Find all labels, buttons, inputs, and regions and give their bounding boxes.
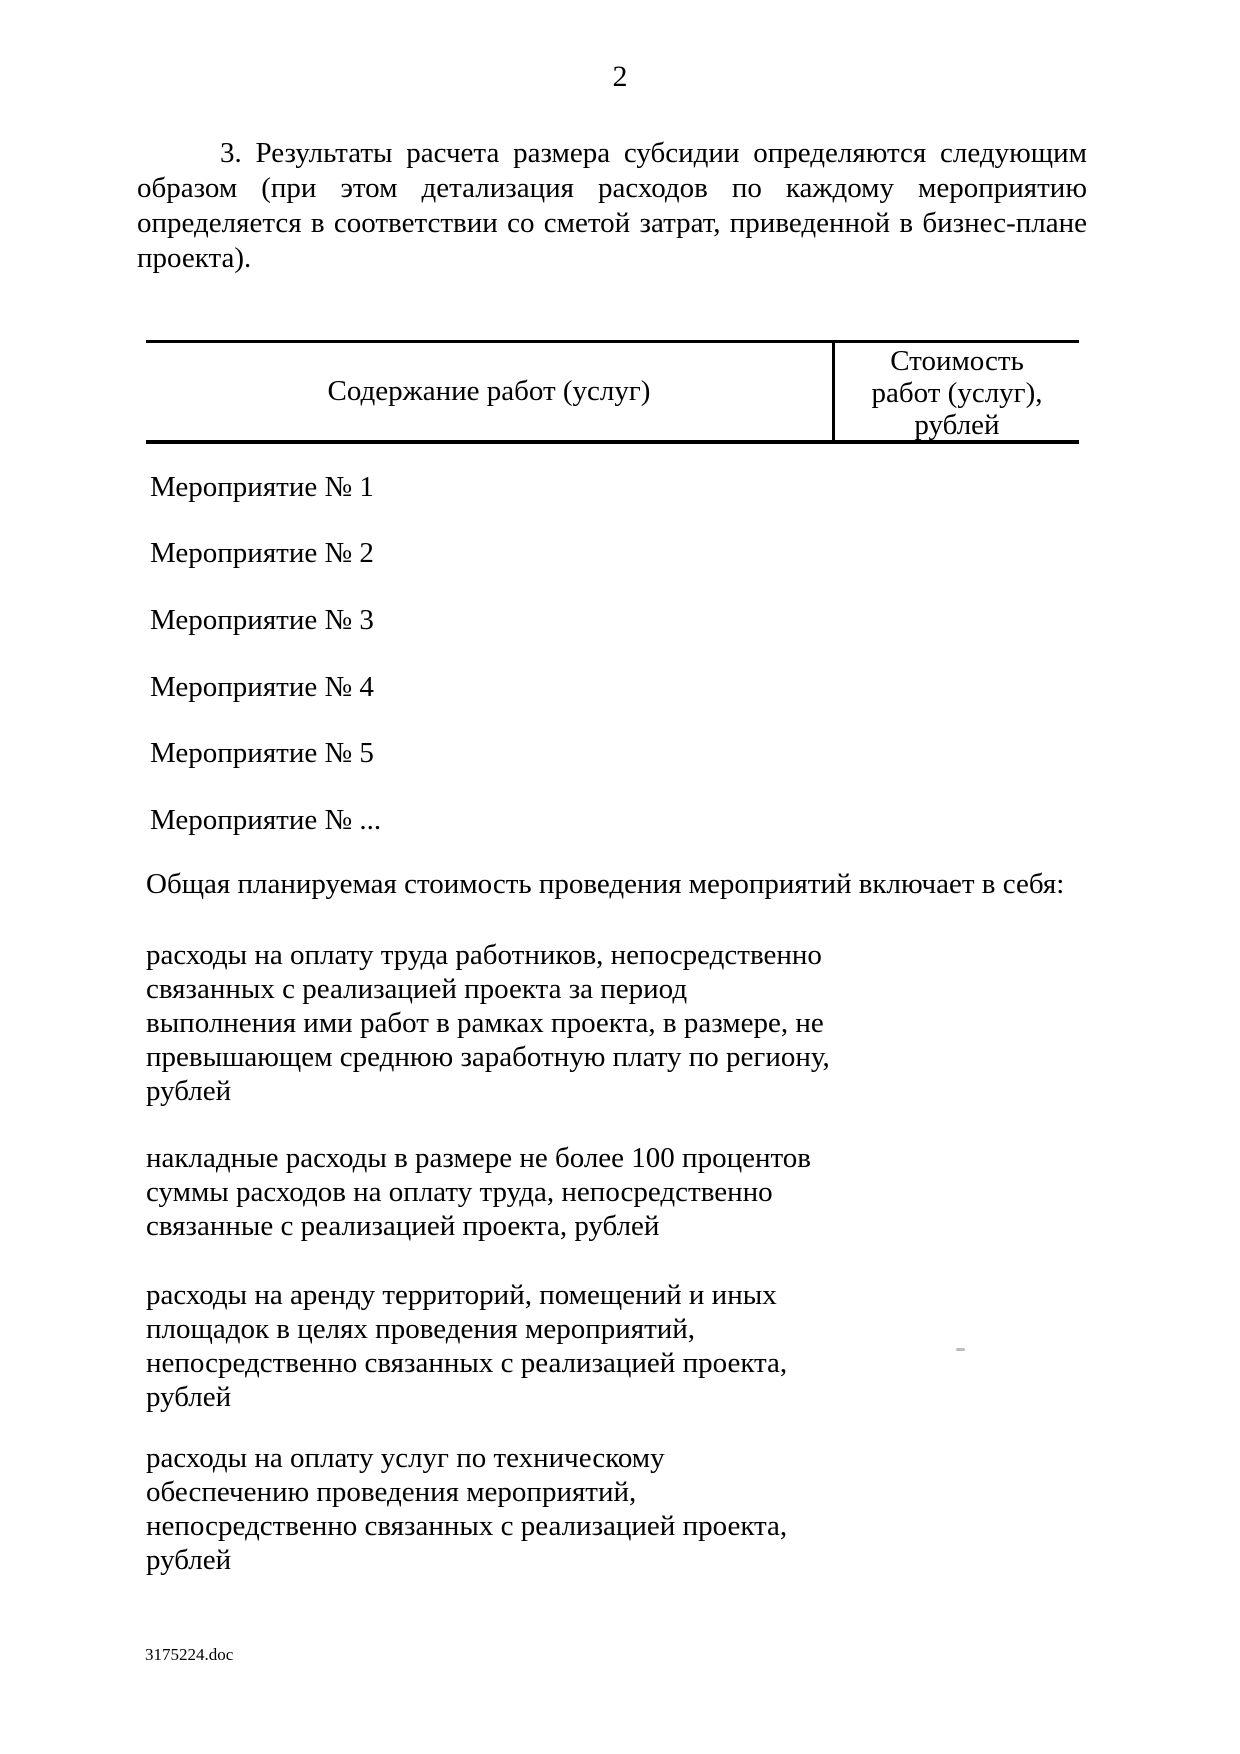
cost-item-labor: расходы на оплату труда работников, непосредственно связанных с реализацией проекта за период выполнения ими работ в рамках проекта, в размере, не превышающем среднюю заработную плату по региону, рублей <box>146 939 830 1107</box>
cost-item-rent: расходы на аренду территорий, помещений и иных площадок в целях проведения мероприятий, непосредственно связанных с реализацией проекта, рублей <box>146 1279 788 1413</box>
table-row-event-etc: Мероприятие № ... <box>150 804 382 836</box>
total-cost-line: Общая планируемая стоимость проведения мероприятий включает в себя: <box>146 868 1065 900</box>
table-row-event-1: Мероприятие № 1 <box>150 471 374 503</box>
cost-item-overhead: накладные расходы в размере не более 100 процентов суммы расходов на оплату труда, непосредственно связанные с реализацией проекта, рублей <box>146 1142 811 1242</box>
document-filename: 3175224.doc <box>145 1645 234 1664</box>
table-header-cost: Стоимость работ (услуг), рублей <box>832 343 1079 440</box>
intro-paragraph: 3. Результаты расчета размера субсидии определяются следующим образом (при этом детализация расходов по каждому мероприятию определяется в соответствии со сметой затрат, приведенной в бизнес-плане проекта). <box>137 137 1087 274</box>
table-header-work-content: Содержание работ (услуг) <box>327 375 651 407</box>
table-row-event-5: Мероприятие № 5 <box>150 737 374 769</box>
cost-table-header <box>146 340 1079 444</box>
table-row-event-3: Мероприятие № 3 <box>150 604 374 636</box>
cost-item-technical: расходы на оплату услуг по техническому обеспечению проведения мероприятий, непосредственно связанных с реализацией проекта, рублей <box>146 1442 788 1576</box>
table-row-event-2: Мероприятие № 2 <box>150 537 374 569</box>
page-number: 2 <box>612 60 628 93</box>
scan-artifact <box>956 1348 965 1351</box>
table-row-event-4: Мероприятие № 4 <box>150 671 374 703</box>
